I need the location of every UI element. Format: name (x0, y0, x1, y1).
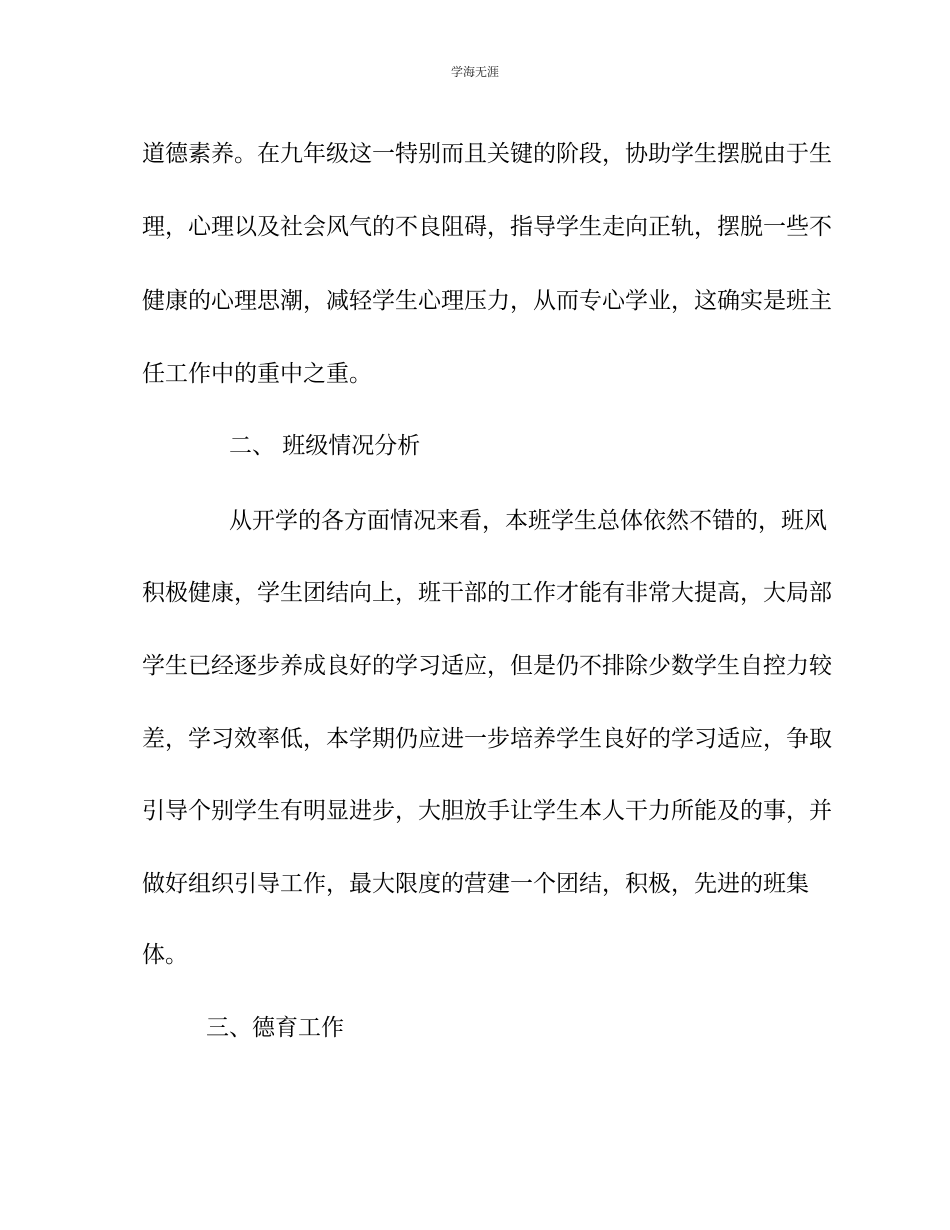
paragraph-line: 做好组织引导工作，最大限度的营建一个团结，积极，先进的班集 (142, 871, 809, 897)
paragraph-line: 学生已经逐步养成良好的学习适应，但是仍不排除少数学生自控力较 (142, 653, 832, 679)
paragraph-line: 引导个别学生有明显进步，大胆放手让学生本人干力所能及的事，并 (142, 798, 832, 824)
section-heading: 二、 班级情况分析 (229, 433, 421, 459)
paragraph-line: 从开学的各方面情况来看，本班学生总体依然不错的，班风 (229, 508, 827, 534)
paragraph-line: 体。 (142, 942, 188, 968)
paragraph-line: 任工作中的重中之重。 (142, 361, 372, 387)
paragraph-line: 理，心理以及社会风气的不良阻碍，指导学生走向正轨，摆脱一些不 (142, 214, 832, 240)
section-heading: 三、德育工作 (206, 1015, 344, 1041)
paragraph-line: 积极健康，学生团结向上，班干部的工作才能有非常大提高，大局部 (142, 580, 832, 606)
page-header: 学海无涯 (450, 65, 499, 79)
paragraph-line: 健康的心理思潮，减轻学生心理压力，从而专心学业，这确实是班主 (142, 288, 832, 314)
paragraph-line: 差，学习效率低，本学期仍应进一步培养学生良好的学习适应，争取 (142, 726, 832, 752)
paragraph-line: 道德素养。在九年级这一特别而且关键的阶段，协助学生摆脱由于生 (142, 141, 832, 167)
